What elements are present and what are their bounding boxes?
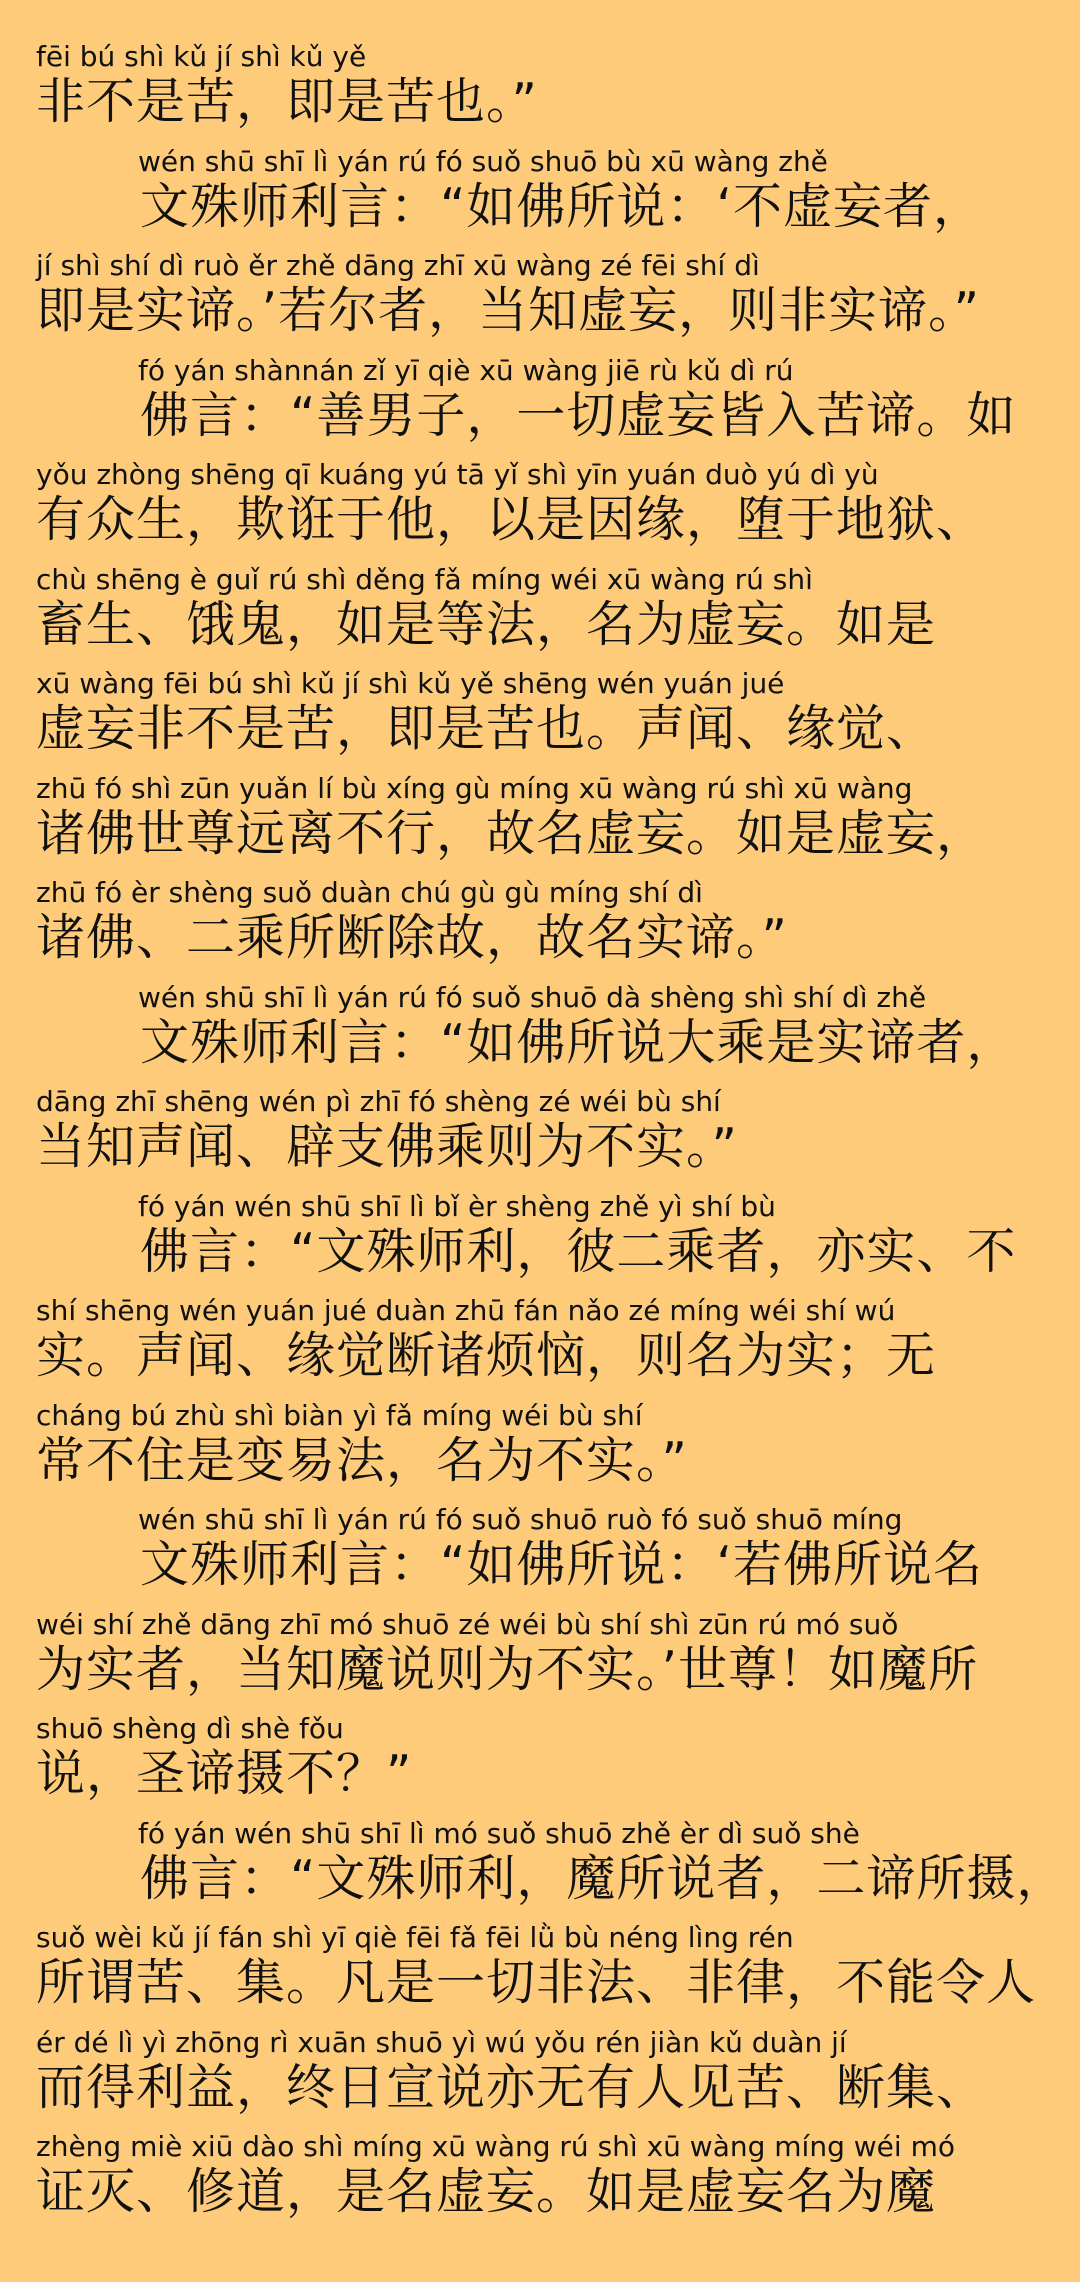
- pinyin-annotation: chù shēng è guǐ rú shì děng fǎ míng wéi xū wàng rú shì: [36, 562, 813, 596]
- pinyin-annotation: yǒu zhòng shēng qī kuáng yú tā yǐ shì yīn yuán duò yú dì yù: [36, 458, 879, 491]
- pinyin-annotation: ér dé lì yì zhōng rì xuān shuō yì wú yǒu rén jiàn kǔ duàn jí: [36, 2025, 847, 2059]
- hanzi-text: 说，圣谛摄不？”: [36, 1745, 413, 1802]
- text-line: [36, 458, 1044, 563]
- pinyin-annotation: shuō shèng dì shè fǒu: [36, 1712, 344, 1745]
- pinyin-annotation: wén shū shī lì yán rú fó suǒ shuō dà shèng shì shí dì zhě: [138, 980, 927, 1014]
- hanzi-text: 文殊师利言：“如佛所说：‘若佛所说名: [140, 1536, 983, 1593]
- hanzi-text: 佛言：“文殊师利，魔所说者，二谛所摄，: [140, 1849, 1067, 1907]
- text-line: [36, 772, 1044, 877]
- pinyin-annotation: zhèng miè xiū dào shì míng xū wàng rú shì xū wàng míng wéi mó: [36, 2130, 955, 2163]
- text-line: [36, 1503, 1044, 1608]
- pinyin-annotation: zhū fó shì zūn yuǎn lí bù xíng gù míng xū wàng rú shì xū wàng: [36, 771, 913, 805]
- text-line: [36, 1085, 1044, 1190]
- pinyin-annotation: dāng zhī shēng wén pì zhī fó shèng zé wéi bù shí: [36, 1085, 721, 1118]
- hanzi-text: 佛言：“善男子，一切虚妄皆入苦谛。如: [140, 386, 1017, 444]
- hanzi-text: 为实者，当知魔说则为不实。’世尊！如魔所: [36, 1640, 979, 1698]
- hanzi-text: 文殊师利言：“如佛所说：‘不虚妄者，: [140, 177, 983, 235]
- hanzi-text: 畜生、饿鬼，如是等法，名为虚妄。如是: [36, 595, 937, 653]
- text-line: [36, 1816, 1067, 1922]
- text-line: [36, 1921, 1044, 2026]
- hanzi-text: 即是实谛。’若尔者，当知虚妄，则非实谛。”: [36, 282, 980, 339]
- pinyin-annotation: suǒ wèi kǔ jí fán shì yī qiè fēi fǎ fēi lǜ bù néng lìng rén: [36, 1921, 794, 1954]
- text-line: [36, 145, 1044, 250]
- text-line: [36, 2130, 1044, 2235]
- text-line: [36, 563, 1044, 668]
- hanzi-text: 虚妄非不是苦，即是苦也。声闻、缘觉、: [36, 700, 937, 757]
- pinyin-annotation: zhū fó èr shèng suǒ duàn chú gù gù míng shí dì: [36, 876, 703, 909]
- pinyin-annotation: fó yán wén shū shī lì mó suǒ shuō zhě èr dì suǒ shè: [138, 1816, 860, 1850]
- hanzi-text: 证灭、修道，是名虚妄。如是虚妄名为魔: [36, 2163, 937, 2220]
- text-line: [36, 354, 1044, 459]
- hanzi-text: 当知声闻、辟支佛乘则为不实。”: [36, 1118, 738, 1175]
- pinyin-annotation: wén shū shī lì yán rú fó suǒ shuō bù xū wàng zhě: [138, 144, 828, 178]
- hanzi-text: 有众生，欺诳于他，以是因缘，堕于地狱、: [36, 491, 987, 548]
- hanzi-text: 诸佛、二乘所断除故，故名实谛。”: [36, 909, 788, 966]
- text-line: [36, 40, 1044, 145]
- text-line: [36, 667, 1044, 772]
- text-line: [36, 1399, 1044, 1504]
- pinyin-annotation: shí shēng wén yuán jué duàn zhū fán nǎo zé míng wéi shí wú: [36, 1294, 896, 1327]
- text-line: [36, 1190, 1044, 1295]
- pinyin-annotation: xū wàng fēi bú shì kǔ jí shì kǔ yě shēng wén yuán jué: [36, 667, 785, 700]
- hanzi-text: 实。声闻、缘觉断诸烦恼，则名为实；无: [36, 1327, 937, 1384]
- pinyin-annotation: jí shì shí dì ruò ěr zhě dāng zhī xū wàng zé fēi shí dì: [36, 249, 760, 282]
- text-line: [36, 1712, 1044, 1817]
- hanzi-text: 佛言：“文殊师利，彼二乘者，亦实、不: [140, 1222, 1017, 1280]
- pinyin-annotation: fēi bú shì kǔ jí shì kǔ yě: [36, 40, 367, 73]
- pinyin-annotation: fó yán wén shū shī lì bǐ èr shèng zhě yì shí bù: [138, 1189, 776, 1223]
- hanzi-text: 而得利益，终日宣说亦无有人见苦、断集、: [36, 2058, 987, 2116]
- pinyin-annotation: fó yán shànnán zǐ yī qiè xū wàng jiē rù kǔ dì rú: [138, 353, 794, 387]
- pinyin-annotation: cháng bú zhù shì biàn yì fǎ míng wéi bù shí: [36, 1398, 643, 1432]
- text-line: [36, 981, 1044, 1086]
- hanzi-text: 所谓苦、集。凡是一切非法、非律，不能令人: [36, 1954, 1037, 2011]
- text-line: [36, 2026, 1044, 2131]
- text-line: [36, 1294, 1044, 1399]
- pinyin-annotation: wén shū shī lì yán rú fó suǒ shuō ruò fó suǒ shuō míng: [138, 1503, 903, 1536]
- text-line: [36, 876, 1044, 981]
- hanzi-text: 文殊师利言：“如佛所说大乘是实谛者，: [140, 1013, 1017, 1071]
- hanzi-text: 常不住是变易法，名为不实。”: [36, 1431, 688, 1489]
- text-line: [36, 1608, 1044, 1713]
- text-line: [36, 249, 1044, 354]
- pinyin-annotation: wéi shí zhě dāng zhī mó shuō zé wéi bù shí shì zūn rú mó suǒ: [36, 1607, 899, 1641]
- hanzi-text: 诸佛世尊远离不行，故名虚妄。如是虚妄，: [36, 804, 987, 862]
- hanzi-text: 非不是苦，即是苦也。”: [36, 73, 538, 130]
